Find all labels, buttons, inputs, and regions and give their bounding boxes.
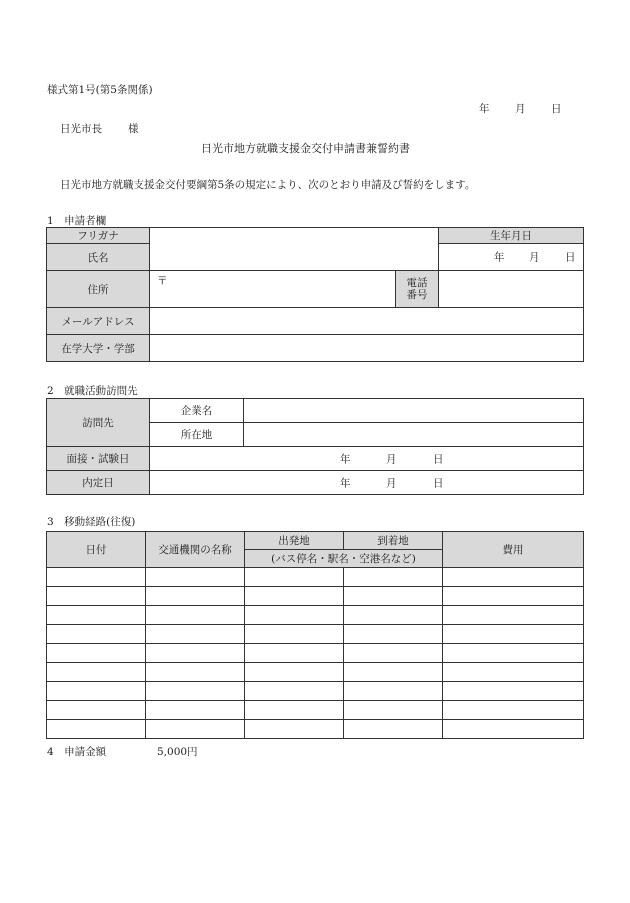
route-cell[interactable] [47, 663, 146, 682]
table-row [47, 720, 584, 739]
route-cell[interactable] [146, 720, 245, 739]
table-row [47, 625, 584, 644]
date-year-label: 年 [479, 103, 490, 115]
location-label: 所在地 [150, 423, 244, 447]
date-day-label: 日 [551, 103, 562, 115]
section2-heading: 2 就職活動訪問先 [47, 385, 138, 397]
offer-month-label: 月 [386, 477, 397, 489]
table-row [47, 663, 584, 682]
offer-date-input[interactable] [150, 471, 584, 495]
route-cost-header: 費用 [443, 532, 584, 568]
route-cell[interactable] [443, 663, 584, 682]
route-cell[interactable] [344, 701, 443, 720]
route-cell[interactable] [443, 606, 584, 625]
interview-day-label: 日 [433, 453, 444, 465]
visit-table [46, 398, 584, 495]
route-cell[interactable] [146, 682, 245, 701]
route-cell[interactable] [146, 625, 245, 644]
company-input[interactable] [244, 399, 584, 423]
route-cell[interactable] [344, 625, 443, 644]
university-label: 在学大学・学部 [47, 335, 150, 362]
birthdate-label: 生年月日 [439, 228, 584, 244]
route-cell[interactable] [245, 663, 344, 682]
route-date-header: 日付 [47, 532, 146, 568]
route-cell[interactable] [146, 587, 245, 606]
route-cell[interactable] [344, 606, 443, 625]
table-row [47, 701, 584, 720]
applicant-table [46, 227, 584, 362]
route-cell[interactable] [245, 720, 344, 739]
interview-label: 面接・試験日 [47, 447, 150, 471]
route-cell[interactable] [47, 644, 146, 663]
phone-label [396, 271, 439, 308]
route-cell[interactable] [344, 663, 443, 682]
route-cell[interactable] [146, 606, 245, 625]
section3-heading: 3 移動経路(往復) [47, 516, 136, 528]
route-cell[interactable] [47, 568, 146, 587]
route-cell[interactable] [245, 644, 344, 663]
route-cell[interactable] [443, 682, 584, 701]
intro-text: 日光市地方就職支援金交付要綱第5条の規定により、次のとおり申請及び誓約をします。 [60, 179, 476, 191]
interview-month-label: 月 [386, 453, 397, 465]
company-label: 企業名 [150, 399, 244, 423]
route-cell[interactable] [443, 568, 584, 587]
table-row [47, 606, 584, 625]
interview-year-label: 年 [340, 453, 351, 465]
route-cell[interactable] [443, 701, 584, 720]
route-cell[interactable] [344, 587, 443, 606]
route-cell[interactable] [146, 701, 245, 720]
form-label: 様式第1号(第5条関係) [47, 84, 153, 96]
birth-month-label: 月 [529, 251, 540, 264]
route-cell[interactable] [245, 701, 344, 720]
interview-date-input[interactable] [150, 447, 584, 471]
location-input[interactable] [244, 423, 584, 447]
name-input[interactable] [150, 228, 439, 271]
route-cell[interactable] [245, 682, 344, 701]
birth-day-label: 日 [565, 251, 576, 264]
table-row [47, 644, 584, 663]
offer-label: 内定日 [47, 471, 150, 495]
requested-amount: 5,000円 [157, 746, 198, 758]
route-arrival-header: 到着地 [344, 532, 443, 550]
table-row [47, 587, 584, 606]
route-cell[interactable] [245, 568, 344, 587]
address-label: 住所 [47, 271, 150, 308]
route-cell[interactable] [47, 606, 146, 625]
route-place-note: (バス停名・駅名・空港名など) [245, 550, 443, 568]
postal-mark: 〒 [157, 275, 168, 287]
phone-input[interactable] [439, 271, 584, 308]
section4-heading: 4 申請金額 [47, 746, 107, 758]
route-cell[interactable] [47, 625, 146, 644]
date-month-label: 月 [515, 103, 526, 115]
route-cell[interactable] [47, 720, 146, 739]
email-label: メールアドレス [47, 308, 150, 335]
addressee-honorific: 様 [128, 123, 139, 135]
offer-day-label: 日 [433, 477, 444, 489]
route-cell[interactable] [443, 587, 584, 606]
route-cell[interactable] [344, 720, 443, 739]
offer-year-label: 年 [340, 477, 351, 489]
visit-label: 訪問先 [47, 399, 150, 447]
route-cell[interactable] [344, 568, 443, 587]
addressee-name: 日光市長 [60, 123, 102, 135]
section1-heading: 1 申請者欄 [47, 215, 107, 227]
address-input[interactable] [150, 271, 396, 308]
name-label: 氏名 [47, 244, 150, 271]
route-cell[interactable] [47, 682, 146, 701]
route-cell[interactable] [443, 644, 584, 663]
document-title: 日光市地方就職支援金交付申請書兼誓約書 [201, 142, 410, 155]
route-cell[interactable] [146, 663, 245, 682]
route-cell[interactable] [245, 606, 344, 625]
route-cell[interactable] [443, 625, 584, 644]
route-departure-header: 出発地 [245, 532, 344, 550]
table-row [47, 568, 584, 587]
route-transport-header: 交通機関の名称 [146, 532, 245, 568]
phone-label-line1: 電話 [406, 277, 428, 289]
route-cell[interactable] [47, 587, 146, 606]
route-table [46, 531, 584, 739]
route-cell[interactable] [443, 720, 584, 739]
route-cell[interactable] [47, 701, 146, 720]
route-cell[interactable] [245, 625, 344, 644]
furigana-label: フリガナ [47, 228, 150, 244]
route-cell[interactable] [146, 568, 245, 587]
table-row [47, 682, 584, 701]
email-input[interactable] [150, 308, 584, 335]
route-cell[interactable] [344, 682, 443, 701]
birth-year-label: 年 [494, 251, 505, 264]
phone-label-line2: 番号 [406, 289, 428, 301]
birthdate-input[interactable] [439, 244, 584, 271]
route-cell[interactable] [344, 644, 443, 663]
university-input[interactable] [150, 335, 584, 362]
route-cell[interactable] [146, 644, 245, 663]
route-cell[interactable] [245, 587, 344, 606]
